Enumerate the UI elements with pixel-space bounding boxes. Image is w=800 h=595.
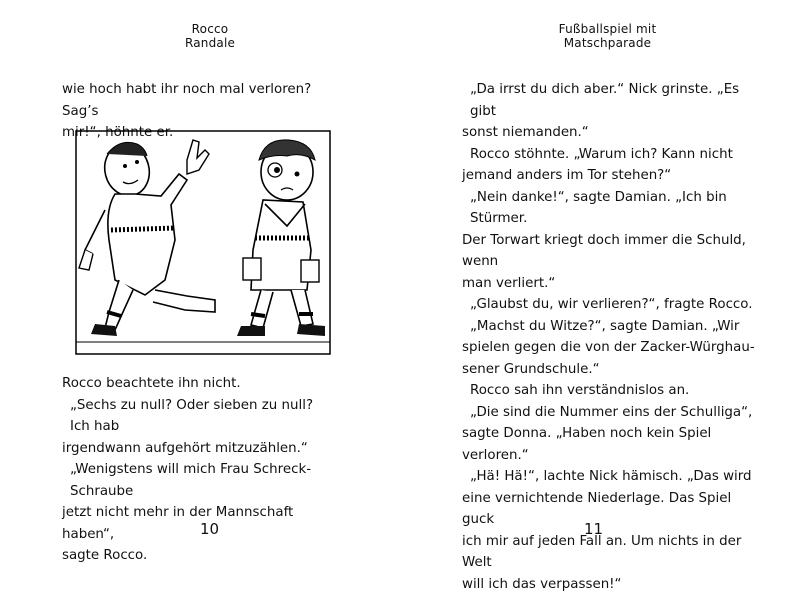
text-line: „Machst du Witze?“, sagte Damian. „Wir <box>462 316 757 338</box>
text-line: „Hä! Hä!“, lachte Nick hämisch. „Das wird <box>462 466 757 488</box>
text-line: sagte Rocco. <box>62 545 337 567</box>
text-line: „Die sind die Nummer eins der Schulliga“, <box>462 402 757 424</box>
text-line: sener Grundschule.“ <box>462 359 757 381</box>
text-line: „Da irrst du dich aber.“ Nick grinste. „Es gibt <box>462 79 757 122</box>
page-number-right: 11 <box>584 520 603 538</box>
text-line: man verliert.“ <box>462 273 757 295</box>
text-line: ich mir auf jeden Fall an. Um nichts in der Welt <box>462 531 757 574</box>
running-head-left <box>0 22 400 50</box>
text-line: „Nein danke!“, sagte Damian. „Ich bin Stürmer. <box>462 187 757 230</box>
text-line: Der Torwart kriegt doch immer die Schuld, wenn <box>462 230 757 273</box>
running-head-line: Randale <box>20 36 400 50</box>
text-line: „Sechs zu null? Oder sieben zu null? Ich hab <box>62 395 337 438</box>
running-head-right <box>400 22 800 50</box>
text-line: mir!“, höhnte er. <box>62 122 337 144</box>
text-line: sonst niemanden.“ <box>462 122 757 144</box>
text-line: Rocco stöhnte. „Warum ich? Kann nicht <box>462 144 757 166</box>
text-line: sagte Donna. „Haben noch kein Spiel verloren.“ <box>462 423 757 466</box>
text-line: jemand anders im Tor stehen?“ <box>462 165 757 187</box>
boys-illustration <box>75 130 331 355</box>
running-head-line: Rocco <box>20 22 400 36</box>
illustration <box>75 130 331 355</box>
text-line: Rocco beachtete ihn nicht. <box>62 373 337 395</box>
text-line: eine vernichtende Niederlage. Das Spiel guck <box>462 488 757 531</box>
body-text-right <box>462 79 757 595</box>
text-line: jetzt nicht mehr in der Mannschaft haben“, <box>62 502 337 545</box>
text-line: spielen gegen die von der Zacker-Würghau- <box>462 337 757 359</box>
page-number-left: 10 <box>200 520 219 538</box>
left-page <box>0 0 400 580</box>
text-line: „Wenigstens will mich Frau Schreck-Schraube <box>62 459 337 502</box>
text-line: „Glaubst du, wir verlieren?“, fragte Rocco. <box>462 294 757 316</box>
running-head-line: Matschparade <box>415 36 800 50</box>
text-line: Rocco sah ihn verständnislos an. <box>462 380 757 402</box>
running-head-line: Fußballspiel mit <box>415 22 800 36</box>
text-line: wie hoch habt ihr noch mal verloren? Sag’s <box>62 79 337 122</box>
text-line: will ich das verpassen!“ <box>462 574 757 595</box>
text-line: irgendwann aufgehört mitzuzählen.“ <box>62 438 337 460</box>
